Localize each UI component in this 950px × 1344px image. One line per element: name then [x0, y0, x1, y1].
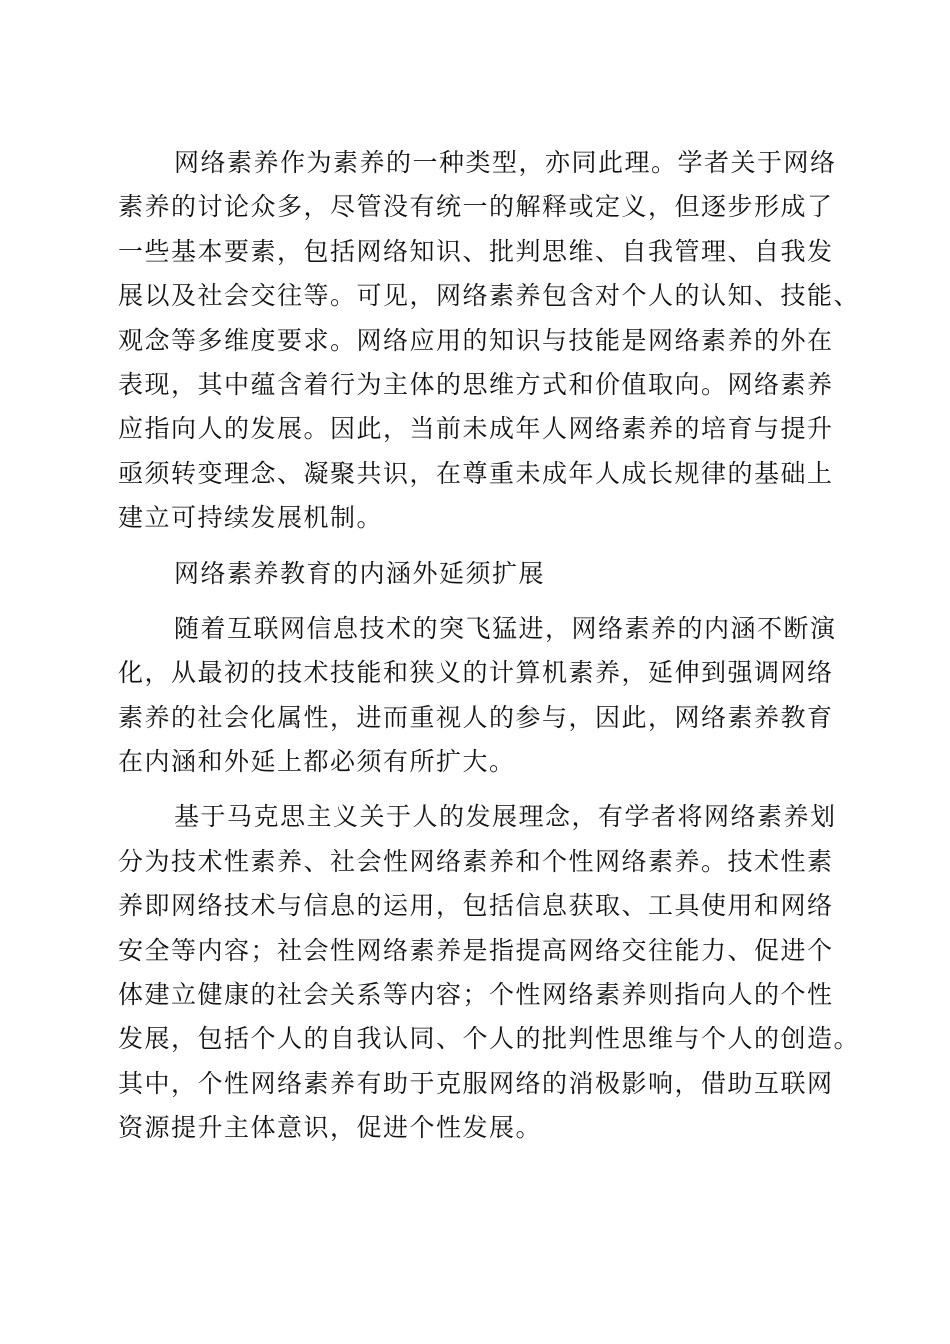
text-line: 网络素养作为素养的一种类型，亦同此理。学者关于网络 [174, 148, 837, 177]
text-line: 应指向人的发展。因此，当前未成年人网络素养的培育与提升 [118, 414, 834, 444]
paragraph-gap [118, 784, 830, 795]
text-line: 素养的讨论众多，尽管没有统一的解释或定义，但逐步形成了 [118, 192, 834, 222]
text-line: 展以及社会交往等。可见，网络素养包含对个人的认知、技能、 [118, 281, 861, 311]
text-line: 亟须转变理念、凝聚共识，在尊重未成年人成长规律的基础上 [118, 458, 834, 488]
text-line: 观念等多维度要求。网络应用的知识与技能是网络素养的外在 [118, 325, 834, 355]
paragraph-2 [118, 607, 837, 785]
text-line: 基于马克思主义关于人的发展理念，有学者将网络素养划 [174, 802, 837, 832]
text-line: 建立可持续发展机制。 [118, 503, 384, 533]
paragraph-gap [118, 596, 830, 607]
section-heading: 网络素养教育的内涵外延须扩展 [174, 558, 546, 588]
text-line: 资源提升主体意识，促进个性发展。 [118, 1113, 543, 1143]
paragraph-gap [118, 541, 830, 552]
text-line: 一些基本要素，包括网络知识、批判思维、自我管理、自我发 [118, 236, 834, 266]
document-body [118, 141, 861, 1151]
text-line: 体建立健康的社会关系等内容；个性网络素养则指向人的个性 [118, 980, 834, 1010]
text-line: 化，从最初的技术技能和狭义的计算机素养，延伸到强调网络 [118, 658, 834, 688]
text-line: 表现，其中蕴含着行为主体的思维方式和价值取向。网络素养 [118, 369, 834, 399]
paragraph-1 [118, 141, 861, 541]
text-line: 在内涵和外延上都必须有所扩大。 [118, 747, 516, 777]
text-line: 分为技术性素养、社会性网络素养和个性网络素养。技术性素 [118, 846, 834, 876]
text-line: 安全等内容；社会性网络素养是指提高网络交往能力、促进个 [118, 935, 834, 965]
text-line: 发展，包括个人的自我认同、个人的批判性思维与个人的创造。 [118, 1024, 861, 1054]
paragraph-3 [118, 795, 861, 1150]
text-line: 素养的社会化属性，进而重视人的参与，因此，网络素养教育 [118, 702, 834, 732]
text-line: 其中，个性网络素养有助于克服网络的消极影响，借助互联网 [118, 1068, 834, 1098]
text-line: 养即网络技术与信息的运用，包括信息获取、工具使用和网络 [118, 891, 834, 921]
text-line: 随着互联网信息技术的突飞猛进，网络素养的内涵不断演 [174, 613, 837, 643]
